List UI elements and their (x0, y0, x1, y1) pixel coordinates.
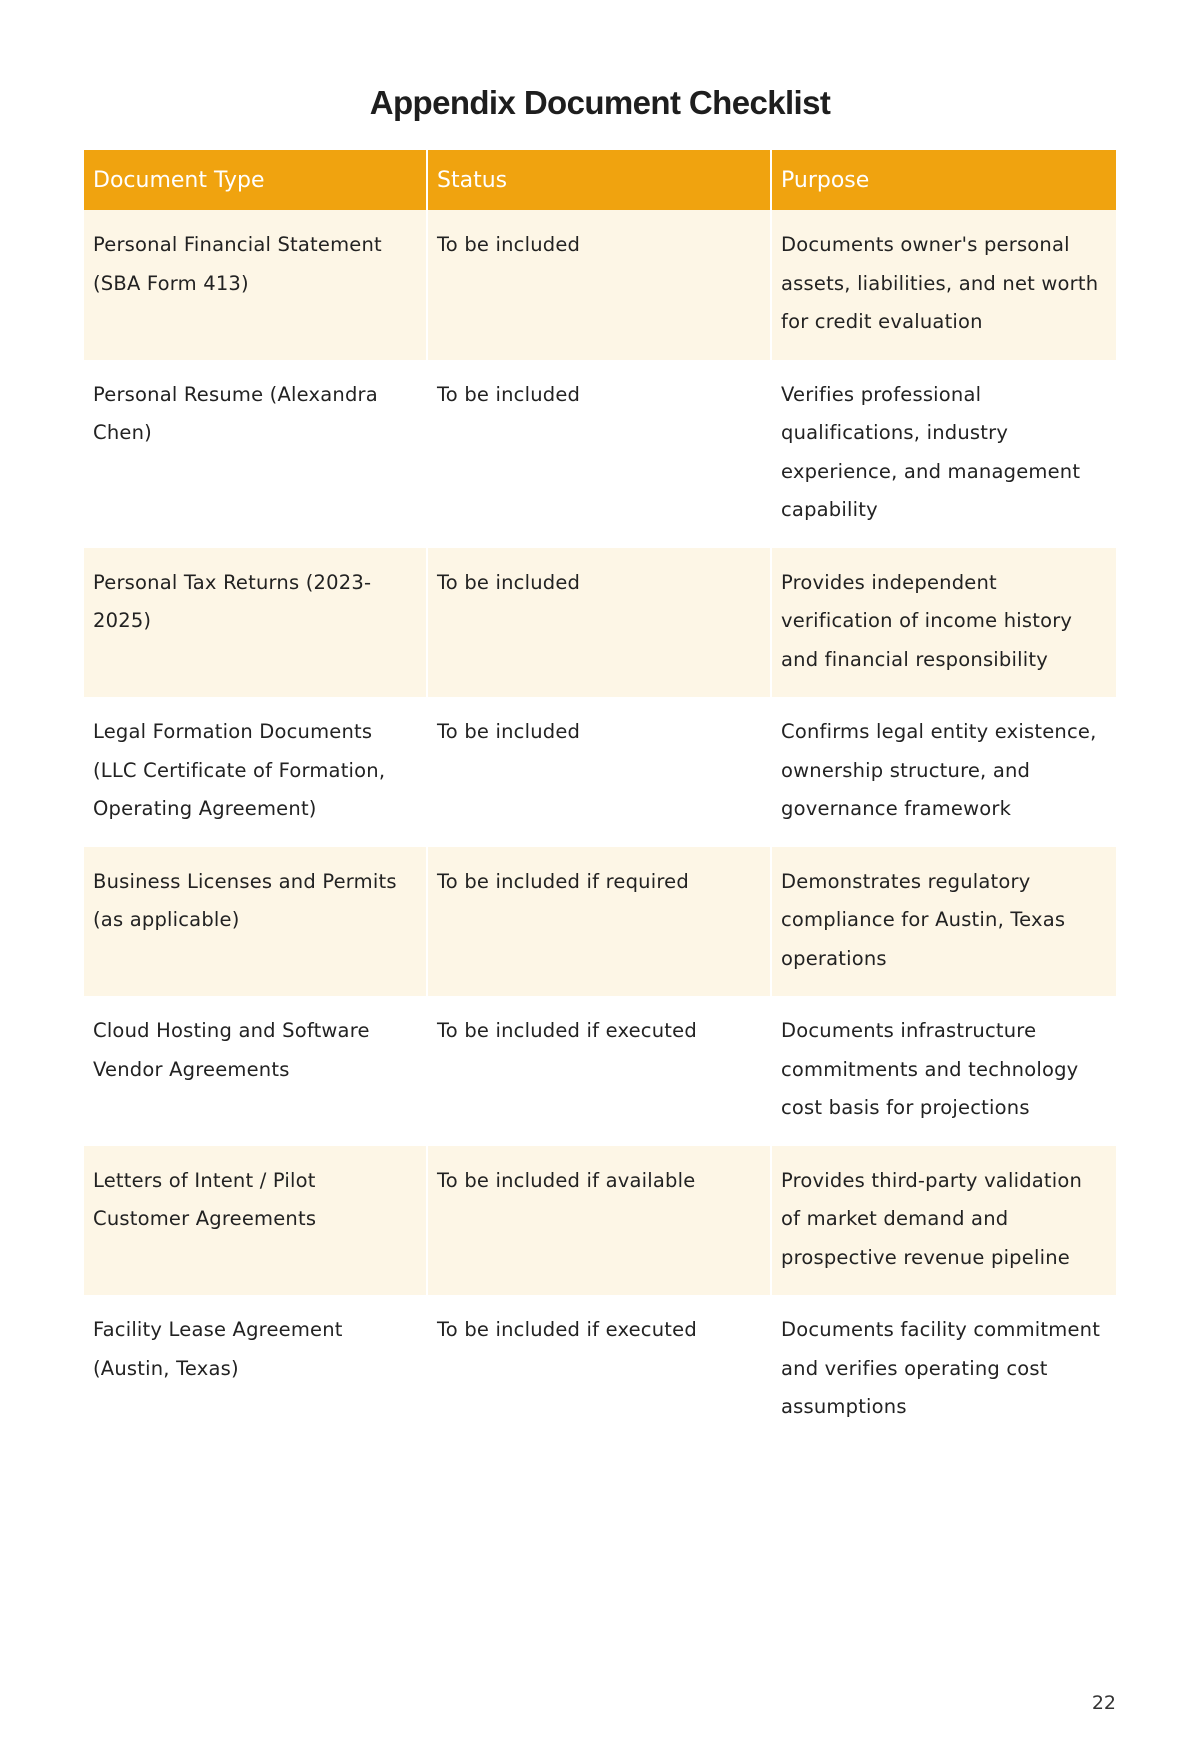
purpose-cell: Demonstrates regulatory compliance for Austin, Texas operations (771, 847, 1116, 997)
table-row (84, 1295, 1116, 1445)
purpose-cell: Documents infrastructure commitments and technology cost basis for projections (771, 996, 1116, 1146)
page-number: 22 (1091, 1692, 1116, 1714)
document-type-cell: Legal Formation Documents (LLC Certificate of Formation, Operating Agreement) (84, 697, 427, 847)
table-row (84, 210, 1116, 360)
document-type-cell: Business Licenses and Permits (as applicable) (84, 847, 427, 997)
table-row (84, 697, 1116, 847)
document-type-cell: Letters of Intent / Pilot Customer Agreements (84, 1146, 427, 1296)
column-header-status: Status (427, 150, 771, 210)
table-row (84, 1146, 1116, 1296)
status-cell: To be included (427, 548, 771, 698)
status-cell: To be included (427, 697, 771, 847)
document-type-cell: Facility Lease Agreement (Austin, Texas) (84, 1295, 427, 1445)
document-type-cell: Personal Financial Statement (SBA Form 413) (84, 210, 427, 360)
table-row (84, 847, 1116, 997)
table-header-row (84, 150, 1116, 210)
status-cell: To be included if executed (427, 996, 771, 1146)
purpose-cell: Documents facility commitment and verifies operating cost assumptions (771, 1295, 1116, 1445)
document-type-cell: Personal Tax Returns (2023-2025) (84, 548, 427, 698)
document-type-cell: Personal Resume (Alexandra Chen) (84, 360, 427, 548)
purpose-cell: Documents owner's personal assets, liabilities, and net worth for credit evaluation (771, 210, 1116, 360)
page-title: Appendix Document Checklist (369, 84, 831, 121)
status-cell: To be included if executed (427, 1295, 771, 1445)
table-row (84, 548, 1116, 698)
column-header-document-type: Document Type (84, 150, 427, 210)
purpose-cell: Confirms legal entity existence, ownership structure, and governance framework (771, 697, 1116, 847)
table-row (84, 996, 1116, 1146)
status-cell: To be included if available (427, 1146, 771, 1296)
document-checklist-table (84, 150, 1116, 1445)
status-cell: To be included (427, 360, 771, 548)
purpose-cell: Verifies professional qualifications, industry experience, and management capability (771, 360, 1116, 548)
status-cell: To be included (427, 210, 771, 360)
status-cell: To be included if required (427, 847, 771, 997)
document-type-cell: Cloud Hosting and Software Vendor Agreements (84, 996, 427, 1146)
purpose-cell: Provides independent verification of income history and financial responsibility (771, 548, 1116, 698)
purpose-cell: Provides third-party validation of market demand and prospective revenue pipeline (771, 1146, 1116, 1296)
column-header-purpose: Purpose (771, 150, 1116, 210)
table-row (84, 360, 1116, 548)
